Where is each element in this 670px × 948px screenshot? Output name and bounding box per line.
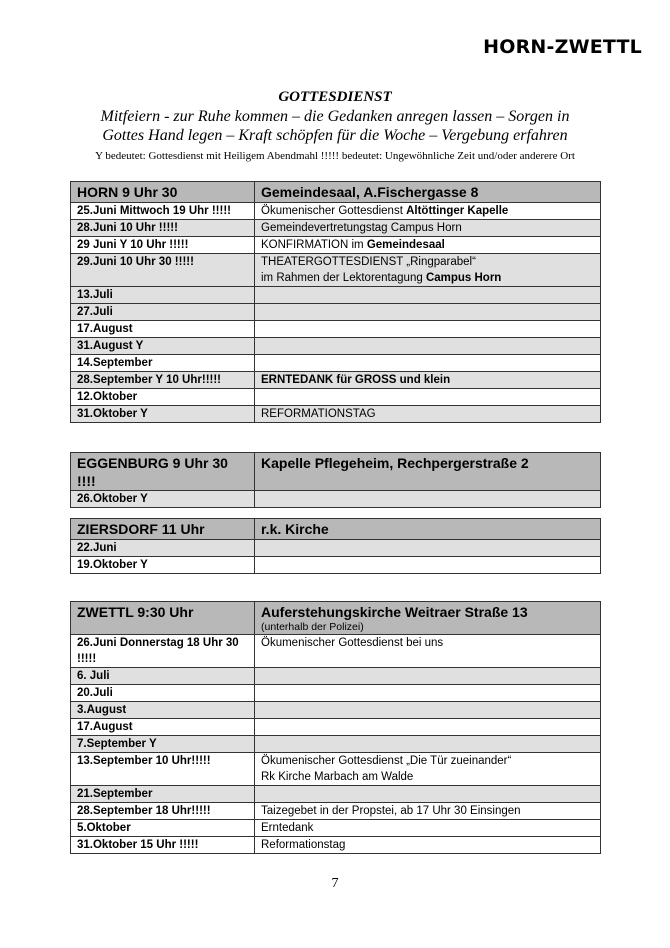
table-row bbox=[71, 668, 601, 685]
table-row bbox=[71, 820, 601, 837]
header-location: Kapelle Pflegeheim, Rechpergerstraße 2 bbox=[255, 453, 601, 491]
date-cell: 29 Juni Y 10 Uhr !!!!! bbox=[71, 237, 255, 254]
event-cell: Reformationstag bbox=[255, 837, 601, 854]
date-cell: 28.September 18 Uhr!!!!! bbox=[71, 803, 255, 820]
date-cell: 27.Juli bbox=[71, 304, 255, 321]
date-cell: 14.September bbox=[71, 355, 255, 372]
event-cell: THEATERGOTTESDIENST „Ringparabel“ im Rahmen der Lektorentagung Campus Horn bbox=[255, 254, 601, 287]
date-cell: 31.August Y bbox=[71, 338, 255, 355]
table-row bbox=[71, 702, 601, 719]
event-cell bbox=[255, 321, 601, 338]
table-header bbox=[71, 519, 601, 540]
header-place: ZWETTL 9:30 Uhr bbox=[71, 602, 255, 635]
table-header bbox=[71, 602, 601, 635]
event-cell bbox=[255, 540, 601, 557]
table-row bbox=[71, 304, 601, 321]
header-location: Gemeindesaal, A.Fischergasse 8 bbox=[255, 182, 601, 203]
table-ziersdorf bbox=[70, 518, 601, 574]
event-cell: ERNTEDANK für GROSS und klein bbox=[255, 372, 601, 389]
table-row bbox=[71, 389, 601, 406]
event-cell bbox=[255, 355, 601, 372]
date-cell: 7.September Y bbox=[71, 736, 255, 753]
event-cell: Erntedank bbox=[255, 820, 601, 837]
table-row bbox=[71, 338, 601, 355]
table-row bbox=[71, 287, 601, 304]
table-row bbox=[71, 719, 601, 736]
event-cell: Gemeindevertretungstag Campus Horn bbox=[255, 220, 601, 237]
header-location bbox=[255, 602, 601, 635]
table-header bbox=[71, 182, 601, 203]
header-place: HORN 9 Uhr 30 bbox=[71, 182, 255, 203]
date-cell: 13.September 10 Uhr!!!!! bbox=[71, 753, 255, 786]
table-row bbox=[71, 372, 601, 389]
date-cell: 31.Oktober 15 Uhr !!!!! bbox=[71, 837, 255, 854]
event-cell bbox=[255, 685, 601, 702]
event-cell: REFORMATIONSTAG bbox=[255, 406, 601, 423]
event-cell bbox=[255, 491, 601, 508]
table-row bbox=[71, 786, 601, 803]
date-cell: 6. Juli bbox=[71, 668, 255, 685]
event-cell bbox=[255, 338, 601, 355]
event-cell bbox=[255, 557, 601, 574]
table-row bbox=[71, 557, 601, 574]
subtitle-line-1: Mitfeiern - zur Ruhe kommen – die Gedanken anregen lassen – Sorgen in bbox=[100, 108, 570, 125]
table-row bbox=[71, 355, 601, 372]
date-cell: 5.Oktober bbox=[71, 820, 255, 837]
event-cell bbox=[255, 719, 601, 736]
event-cell bbox=[255, 736, 601, 753]
event-cell: KONFIRMATION im Gemeindesaal bbox=[255, 237, 601, 254]
date-cell: 26.Juni Donnerstag 18 Uhr 30 !!!!! bbox=[71, 635, 255, 668]
subtitle-line-2: Gottes Hand legen – Kraft schöpfen für die Woche – Vergebung erfahren bbox=[102, 127, 568, 144]
header-location-sub: (unterhalb der Polizei) bbox=[261, 621, 364, 633]
page-title: GOTTESDIENST bbox=[278, 89, 392, 105]
event-cell: Ökumenischer Gottesdienst bei uns bbox=[255, 635, 601, 668]
date-cell: 29.Juni 10 Uhr 30 !!!!! bbox=[71, 254, 255, 287]
table-row bbox=[71, 803, 601, 820]
table-horn bbox=[70, 181, 601, 423]
date-cell: 17.August bbox=[71, 719, 255, 736]
date-cell: 3.August bbox=[71, 702, 255, 719]
table-zwettl bbox=[70, 601, 601, 854]
header-location: r.k. Kirche bbox=[255, 519, 601, 540]
event-cell bbox=[255, 702, 601, 719]
date-cell: 28.Juni 10 Uhr !!!!! bbox=[71, 220, 255, 237]
legend-note: Y bedeutet: Gottesdienst mit Heiligem Abendmahl !!!!! bedeutet: Ungewöhnliche Zeit und/oder anderere Ort bbox=[95, 150, 575, 162]
date-cell: 19.Oktober Y bbox=[71, 557, 255, 574]
event-cell bbox=[255, 304, 601, 321]
event-cell bbox=[255, 389, 601, 406]
date-cell: 12.Oktober bbox=[71, 389, 255, 406]
event-cell: Ökumenischer Gottesdienst Altöttinger Kapelle bbox=[255, 203, 601, 220]
table-row bbox=[71, 491, 601, 508]
date-cell: 22.Juni bbox=[71, 540, 255, 557]
table-row bbox=[71, 203, 601, 220]
region-heading: HORN-ZWETTL bbox=[483, 36, 642, 58]
table-row bbox=[71, 837, 601, 854]
page-number: 7 bbox=[331, 876, 339, 891]
event-cell bbox=[255, 668, 601, 685]
table-row bbox=[71, 685, 601, 702]
event-cell: Ökumenischer Gottesdienst „Die Tür zueinander“ Rk Kirche Marbach am Walde bbox=[255, 753, 601, 786]
date-cell: 17.August bbox=[71, 321, 255, 338]
table-row bbox=[71, 220, 601, 237]
table-row bbox=[71, 406, 601, 423]
event-cell bbox=[255, 786, 601, 803]
date-cell: 13.Juli bbox=[71, 287, 255, 304]
table-eggenburg bbox=[70, 452, 601, 508]
table-row bbox=[71, 321, 601, 338]
table-row bbox=[71, 254, 601, 287]
table-row bbox=[71, 736, 601, 753]
table-row bbox=[71, 237, 601, 254]
table-row bbox=[71, 635, 601, 668]
header-location-name: Auferstehungskirche Weitraer Straße 13 bbox=[261, 604, 528, 620]
event-cell bbox=[255, 287, 601, 304]
event-cell: Taizegebet in der Propstei, ab 17 Uhr 30 Einsingen bbox=[255, 803, 601, 820]
date-cell: 25.Juni Mittwoch 19 Uhr !!!!! bbox=[71, 203, 255, 220]
header-place: ZIERSDORF 11 Uhr bbox=[71, 519, 255, 540]
header-place: EGGENBURG 9 Uhr 30 !!!! bbox=[71, 453, 255, 491]
date-cell: 21.September bbox=[71, 786, 255, 803]
date-cell: 20.Juli bbox=[71, 685, 255, 702]
table-row bbox=[71, 540, 601, 557]
subtitle bbox=[0, 107, 670, 145]
table-row bbox=[71, 753, 601, 786]
date-cell: 26.Oktober Y bbox=[71, 491, 255, 508]
date-cell: 28.September Y 10 Uhr!!!!! bbox=[71, 372, 255, 389]
date-cell: 31.Oktober Y bbox=[71, 406, 255, 423]
table-header bbox=[71, 453, 601, 491]
